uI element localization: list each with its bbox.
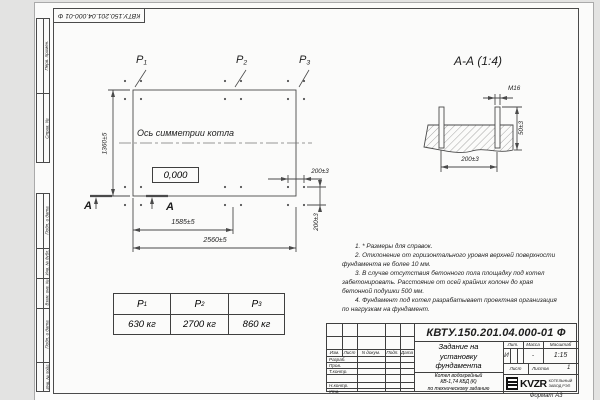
load-point-label-p3 [299, 54, 310, 66]
stamp-line [327, 336, 414, 337]
stamp-sheets-value: 1 [567, 365, 571, 371]
stamp-line [503, 363, 578, 364]
margin-label-inv-podl: Инв. № подл. [45, 363, 50, 389]
stamp-col-ndokum: N докум. [361, 350, 381, 355]
load-table-header-p1 [114, 294, 170, 314]
stamp-product-line2: КВ-1,74 КБД (К) [440, 379, 477, 386]
section-letter-right: А [166, 201, 174, 213]
margin-label-inv-dubl: Инв. № дубл. [44, 249, 49, 275]
elevation-mark: 0,000 [152, 167, 199, 183]
p3-symbol: P [299, 54, 307, 66]
stamp-col-izm: Изм. [329, 350, 340, 355]
note-1: 1. * Размеры для справок. [355, 243, 433, 250]
load-value-p2: 2700 кг [170, 314, 228, 334]
dim-bolt-height: 50±3 [517, 121, 525, 135]
stamp-sheets-label: Листов [532, 366, 549, 371]
bolt-thread-label: М16 [508, 85, 521, 92]
stamp-row-nkontr: Н.контр. [329, 383, 349, 388]
stamp-line [517, 348, 518, 363]
stamp-lit-header: Лит. [507, 342, 519, 347]
p3: P [251, 298, 259, 310]
technical-notes [342, 243, 560, 315]
stamp-line [400, 324, 401, 391]
stamp-sheet-label: Лист [509, 366, 522, 371]
stamp-row-prov: Пров. [329, 363, 342, 368]
p1-symbol: P [136, 54, 144, 66]
load-point-label-p1 [136, 54, 147, 66]
stamp-title-line3: фундамента [435, 361, 482, 371]
p3-subscript: 3 [306, 59, 311, 67]
stamp-line [510, 348, 511, 363]
stamp-line [327, 374, 414, 375]
dim-bolt-spacing: 200±3 [461, 156, 479, 163]
stamp-row-tkontr: Т.контр. [329, 369, 348, 374]
p1: P [136, 298, 144, 310]
margin-label-podp-data-2: Подп. и дата [44, 319, 49, 349]
kvzr-logo-text: KVZR [520, 377, 547, 390]
stamp-line [385, 324, 386, 391]
load-value-p3: 860 кг [228, 314, 284, 334]
manufacturer-logo [506, 376, 576, 391]
stamp-line [503, 348, 578, 349]
margin-label-podp-data-1: Подп. и дата [44, 205, 49, 235]
p1-sub: 1 [143, 300, 148, 308]
stamp-product-line3: по техническому заданию [427, 385, 490, 392]
load-table [113, 293, 285, 335]
stamp-mass-value: - [531, 352, 535, 359]
title-block [326, 323, 577, 392]
logo-caption-line1: КОТЕЛЬНЫЙ [548, 378, 573, 383]
dim-1585: 1585±5 [171, 219, 195, 226]
margin-label-vzam-inv: Взам. инв. № [44, 279, 49, 305]
stamp-row-razrab: Разраб. [329, 357, 346, 362]
dim-1360: 1360±5 [101, 132, 109, 155]
kvzr-logo-caption [549, 379, 573, 388]
stamp-lit-value: И [504, 352, 509, 359]
stamp-col-data: Дата [400, 350, 414, 355]
section-letter-left: А [84, 200, 92, 212]
p2-sub: 2 [201, 300, 205, 308]
stamp-scale-header: Масштаб [549, 342, 572, 347]
note-3: 3. В случае отсутствия бетонного пола площадку под котел забетонировать. Расстояние от осей крайних колонн до края бетонной подушки 500 мм. [342, 269, 545, 295]
stamp-doc-number: КВТУ.150.201.04.000-01 Ф [426, 326, 566, 339]
format-label: Формат А3 [529, 393, 563, 399]
stamp-product-line1: Котел водогрейный [434, 372, 483, 379]
p2-subscript: 2 [243, 59, 248, 67]
note-4: 4. Фундамент под котел разрабатывает проектная организация по нагрузкам на фундамент. [342, 296, 557, 313]
p2: P [194, 298, 202, 310]
kvzr-logo-icon [506, 377, 518, 390]
symmetry-axis-label: Ось симметрии котла [137, 128, 235, 138]
stamp-title-line2: установку [439, 351, 478, 361]
load-value-p1: 630 кг [114, 314, 170, 334]
logo-caption-line2: ЗАВОД РЭП [548, 383, 571, 388]
margin-label-sprav-n: Справ. № [44, 117, 49, 139]
stamp-title-line1: Задание на [438, 342, 479, 352]
stamp-title [414, 341, 503, 372]
dim-bolt-group-x: 200±3 [311, 168, 329, 175]
section-view-title: А-А (1:4) [453, 54, 502, 68]
stamp-row-utv: Утв. [329, 388, 340, 394]
stamp-mass-header: Масса [526, 342, 540, 347]
corner-doc-number: КВТУ.150.201.04.000-01 Ф [57, 12, 141, 19]
stamp-col-list: Лист [343, 350, 356, 355]
stamp-product [414, 372, 503, 393]
stamp-line [357, 324, 358, 391]
stamp-col-podp: Подп. [386, 350, 399, 355]
p1-subscript: 1 [143, 59, 148, 67]
p3-sub: 3 [258, 300, 262, 308]
stamp-scale-value: 1:15 [553, 351, 568, 359]
note-2: 2. Отклонение от горизонтального уровня верхней поверхности фундамента не более 10 мм. [342, 251, 556, 268]
dim-2560: 2560±5 [203, 237, 227, 244]
stamp-line [503, 374, 578, 375]
stamp-line [327, 388, 414, 389]
p2-symbol: P [236, 54, 244, 66]
load-table-header-p2 [170, 294, 228, 314]
load-point-label-p2 [236, 54, 247, 66]
stamp-line [528, 363, 529, 374]
dim-bolt-group-y: 200±3 [312, 213, 320, 231]
load-table-header-p3 [228, 294, 284, 314]
margin-label-perv-primen: Перв. примен. [44, 40, 49, 71]
